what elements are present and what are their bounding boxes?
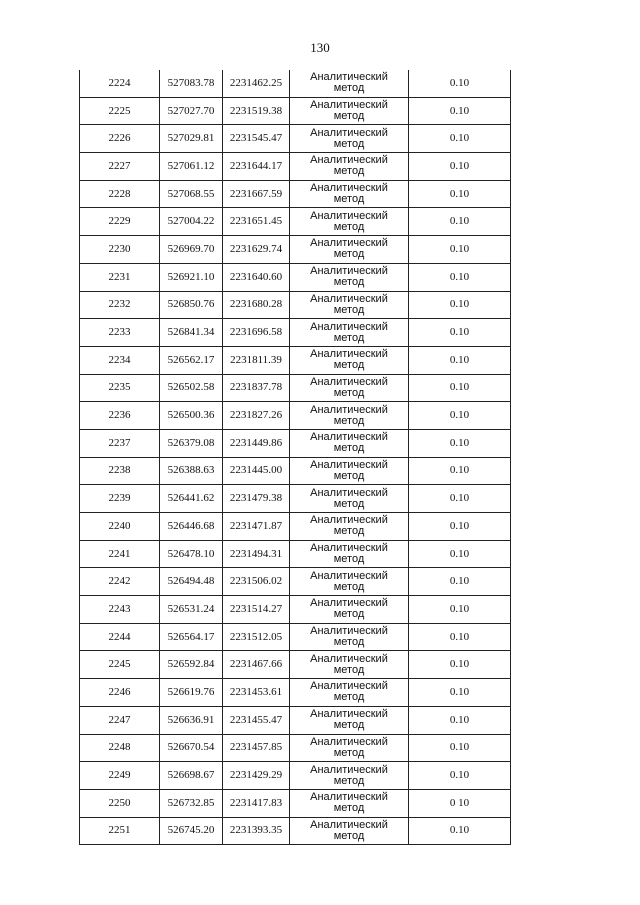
x-coordinate-cell: 526592.84 xyxy=(160,651,223,679)
x-coordinate-cell: 526379.08 xyxy=(160,429,223,457)
x-coordinate-cell: 526564.17 xyxy=(160,623,223,651)
point-number-cell: 2240 xyxy=(80,513,160,541)
method-cell xyxy=(290,706,409,734)
x-coordinate-cell: 526531.24 xyxy=(160,596,223,624)
table-row xyxy=(80,153,511,181)
y-coordinate-cell: 2231429.29 xyxy=(223,762,290,790)
method-line-2: метод xyxy=(333,580,365,593)
point-number-cell: 2251 xyxy=(80,817,160,845)
method-line-2: метод xyxy=(333,663,365,676)
y-coordinate-cell: 2231651.45 xyxy=(223,208,290,236)
method-cell xyxy=(290,180,409,208)
x-coordinate-cell: 526619.76 xyxy=(160,679,223,707)
table-row xyxy=(80,734,511,762)
y-coordinate-cell: 2231680.28 xyxy=(223,291,290,319)
x-coordinate-cell: 526441.62 xyxy=(160,485,223,513)
table-row xyxy=(80,762,511,790)
point-number-cell: 2231 xyxy=(80,263,160,291)
point-number-cell: 2227 xyxy=(80,153,160,181)
table-row xyxy=(80,236,511,264)
point-number-cell: 2225 xyxy=(80,97,160,125)
method-cell xyxy=(290,374,409,402)
accuracy-cell: 0.10 xyxy=(409,762,511,790)
table-row xyxy=(80,679,511,707)
y-coordinate-cell: 2231471.87 xyxy=(223,513,290,541)
method-line-1: Аналитический xyxy=(310,763,388,776)
method-line-2: метод xyxy=(333,497,365,510)
x-coordinate-cell: 526670.54 xyxy=(160,734,223,762)
method-line-1: Аналитический xyxy=(310,818,388,831)
accuracy-cell: 0.10 xyxy=(409,457,511,485)
y-coordinate-cell: 2231837.78 xyxy=(223,374,290,402)
y-coordinate-cell: 2231445.00 xyxy=(223,457,290,485)
method-line-1: Аналитический xyxy=(310,209,388,222)
point-number-cell: 2243 xyxy=(80,596,160,624)
point-number-cell: 2234 xyxy=(80,346,160,374)
method-line-1: Аналитический xyxy=(310,237,388,250)
accuracy-cell: 0.10 xyxy=(409,513,511,541)
x-coordinate-cell: 527004.22 xyxy=(160,208,223,236)
table-row xyxy=(80,208,511,236)
method-line-2: метод xyxy=(333,636,365,649)
point-number-cell: 2249 xyxy=(80,762,160,790)
accuracy-cell: 0.10 xyxy=(409,817,511,845)
accuracy-cell: 0.10 xyxy=(409,485,511,513)
accuracy-cell: 0.10 xyxy=(409,263,511,291)
method-line-2: метод xyxy=(333,719,365,732)
table-row xyxy=(80,97,511,125)
y-coordinate-cell: 2231455.47 xyxy=(223,706,290,734)
accuracy-cell: 0.10 xyxy=(409,568,511,596)
point-number-cell: 2245 xyxy=(80,651,160,679)
method-line-2: метод xyxy=(333,386,365,399)
accuracy-cell: 0 10 xyxy=(409,789,511,817)
y-coordinate-cell: 2231667.59 xyxy=(223,180,290,208)
accuracy-cell: 0.10 xyxy=(409,734,511,762)
y-coordinate-cell: 2231514.27 xyxy=(223,596,290,624)
table-row xyxy=(80,429,511,457)
accuracy-cell: 0.10 xyxy=(409,97,511,125)
method-line-1: Аналитический xyxy=(310,791,388,804)
y-coordinate-cell: 2231457.85 xyxy=(223,734,290,762)
y-coordinate-cell: 2231417.83 xyxy=(223,789,290,817)
point-number-cell: 2238 xyxy=(80,457,160,485)
x-coordinate-cell: 526745.20 xyxy=(160,817,223,845)
method-line-1: Аналитический xyxy=(310,403,388,416)
y-coordinate-cell: 2231467.66 xyxy=(223,651,290,679)
method-line-1: Аналитический xyxy=(310,265,388,278)
x-coordinate-cell: 527029.81 xyxy=(160,125,223,153)
accuracy-cell: 0.10 xyxy=(409,319,511,347)
accuracy-cell: 0.10 xyxy=(409,402,511,430)
method-line-2: метод xyxy=(333,193,365,206)
method-line-1: Аналитический xyxy=(310,569,388,582)
x-coordinate-cell: 527027.70 xyxy=(160,97,223,125)
method-line-2: метод xyxy=(333,525,365,538)
method-line-1: Аналитический xyxy=(310,680,388,693)
table-row xyxy=(80,180,511,208)
point-number-cell: 2239 xyxy=(80,485,160,513)
method-line-1: Аналитический xyxy=(310,126,388,139)
x-coordinate-cell: 526478.10 xyxy=(160,540,223,568)
method-line-1: Аналитический xyxy=(310,708,388,721)
x-coordinate-cell: 526841.34 xyxy=(160,319,223,347)
method-line-1: Аналитический xyxy=(310,348,388,361)
method-line-1: Аналитический xyxy=(310,486,388,499)
method-line-2: метод xyxy=(333,276,365,289)
table-row xyxy=(80,402,511,430)
method-line-2: метод xyxy=(333,137,365,150)
accuracy-cell: 0.10 xyxy=(409,596,511,624)
x-coordinate-cell: 526500.36 xyxy=(160,402,223,430)
point-number-cell: 2230 xyxy=(80,236,160,264)
method-cell xyxy=(290,153,409,181)
method-line-2: метод xyxy=(333,553,365,566)
table-row xyxy=(80,623,511,651)
method-line-1: Аналитический xyxy=(310,71,388,84)
accuracy-cell: 0.10 xyxy=(409,623,511,651)
method-line-1: Аналитический xyxy=(310,652,388,665)
x-coordinate-cell: 526446.68 xyxy=(160,513,223,541)
point-number-cell: 2241 xyxy=(80,540,160,568)
x-coordinate-cell: 527083.78 xyxy=(160,70,223,97)
accuracy-cell: 0.10 xyxy=(409,540,511,568)
method-cell xyxy=(290,402,409,430)
method-line-2: метод xyxy=(333,691,365,704)
table-row xyxy=(80,596,511,624)
method-line-1: Аналитический xyxy=(310,597,388,610)
point-number-cell: 2248 xyxy=(80,734,160,762)
method-line-1: Аналитический xyxy=(310,292,388,305)
x-coordinate-cell: 526732.85 xyxy=(160,789,223,817)
point-number-cell: 2224 xyxy=(80,70,160,97)
y-coordinate-cell: 2231827.26 xyxy=(223,402,290,430)
method-cell xyxy=(290,623,409,651)
method-cell xyxy=(290,346,409,374)
method-line-2: метод xyxy=(333,442,365,455)
table-row xyxy=(80,457,511,485)
point-number-cell: 2235 xyxy=(80,374,160,402)
method-line-1: Аналитический xyxy=(310,182,388,195)
y-coordinate-cell: 2231393.35 xyxy=(223,817,290,845)
y-coordinate-cell: 2231479.38 xyxy=(223,485,290,513)
table-row xyxy=(80,513,511,541)
method-cell xyxy=(290,429,409,457)
coordinates-table-body xyxy=(80,70,511,845)
y-coordinate-cell: 2231629.74 xyxy=(223,236,290,264)
method-line-2: метод xyxy=(333,829,365,842)
method-cell xyxy=(290,540,409,568)
y-coordinate-cell: 2231644.17 xyxy=(223,153,290,181)
table-row xyxy=(80,374,511,402)
table-row xyxy=(80,485,511,513)
accuracy-cell: 0.10 xyxy=(409,208,511,236)
method-line-1: Аналитический xyxy=(310,99,388,112)
method-line-2: метод xyxy=(333,220,365,233)
method-cell xyxy=(290,208,409,236)
method-cell xyxy=(290,513,409,541)
accuracy-cell: 0.10 xyxy=(409,706,511,734)
table-row xyxy=(80,789,511,817)
table-row xyxy=(80,291,511,319)
table-row xyxy=(80,540,511,568)
method-line-1: Аналитический xyxy=(310,154,388,167)
point-number-cell: 2237 xyxy=(80,429,160,457)
method-cell xyxy=(290,236,409,264)
method-line-1: Аналитический xyxy=(310,625,388,638)
table-row xyxy=(80,263,511,291)
method-line-1: Аналитический xyxy=(310,735,388,748)
point-number-cell: 2226 xyxy=(80,125,160,153)
method-line-1: Аналитический xyxy=(310,542,388,555)
table-row xyxy=(80,346,511,374)
accuracy-cell: 0.10 xyxy=(409,125,511,153)
method-cell xyxy=(290,789,409,817)
point-number-cell: 2242 xyxy=(80,568,160,596)
method-line-2: метод xyxy=(333,331,365,344)
method-cell xyxy=(290,125,409,153)
table-row xyxy=(80,568,511,596)
y-coordinate-cell: 2231462.25 xyxy=(223,70,290,97)
method-cell xyxy=(290,291,409,319)
point-number-cell: 2250 xyxy=(80,789,160,817)
table-row xyxy=(80,706,511,734)
method-line-2: метод xyxy=(333,248,365,261)
method-cell xyxy=(290,596,409,624)
method-line-2: метод xyxy=(333,359,365,372)
method-line-1: Аналитический xyxy=(310,514,388,527)
accuracy-cell: 0.10 xyxy=(409,429,511,457)
point-number-cell: 2244 xyxy=(80,623,160,651)
y-coordinate-cell: 2231453.61 xyxy=(223,679,290,707)
y-coordinate-cell: 2231449.86 xyxy=(223,429,290,457)
page-number: 130 xyxy=(310,40,330,55)
point-number-cell: 2233 xyxy=(80,319,160,347)
method-cell xyxy=(290,319,409,347)
x-coordinate-cell: 526502.58 xyxy=(160,374,223,402)
accuracy-cell: 0.10 xyxy=(409,679,511,707)
method-cell xyxy=(290,263,409,291)
x-coordinate-cell: 526494.48 xyxy=(160,568,223,596)
x-coordinate-cell: 526921.10 xyxy=(160,263,223,291)
method-cell xyxy=(290,651,409,679)
method-line-1: Аналитический xyxy=(310,431,388,444)
coordinates-table xyxy=(79,70,511,845)
x-coordinate-cell: 527061.12 xyxy=(160,153,223,181)
accuracy-cell: 0.10 xyxy=(409,346,511,374)
point-number-cell: 2236 xyxy=(80,402,160,430)
method-line-2: метод xyxy=(333,414,365,427)
point-number-cell: 2247 xyxy=(80,706,160,734)
y-coordinate-cell: 2231545.47 xyxy=(223,125,290,153)
method-line-1: Аналитический xyxy=(310,458,388,471)
method-cell xyxy=(290,457,409,485)
x-coordinate-cell: 527068.55 xyxy=(160,180,223,208)
y-coordinate-cell: 2231512.05 xyxy=(223,623,290,651)
method-cell xyxy=(290,679,409,707)
y-coordinate-cell: 2231696.58 xyxy=(223,319,290,347)
x-coordinate-cell: 526636.91 xyxy=(160,706,223,734)
y-coordinate-cell: 2231506.02 xyxy=(223,568,290,596)
method-line-2: метод xyxy=(333,303,365,316)
point-number-cell: 2232 xyxy=(80,291,160,319)
method-line-2: метод xyxy=(333,774,365,787)
table-row xyxy=(80,125,511,153)
point-number-cell: 2229 xyxy=(80,208,160,236)
accuracy-cell: 0.10 xyxy=(409,651,511,679)
method-line-1: Аналитический xyxy=(310,375,388,388)
accuracy-cell: 0.10 xyxy=(409,180,511,208)
point-number-cell: 2246 xyxy=(80,679,160,707)
method-cell xyxy=(290,817,409,845)
accuracy-cell: 0.10 xyxy=(409,291,511,319)
y-coordinate-cell: 2231640.60 xyxy=(223,263,290,291)
accuracy-cell: 0.10 xyxy=(409,70,511,97)
method-line-2: метод xyxy=(333,746,365,759)
x-coordinate-cell: 526850.76 xyxy=(160,291,223,319)
x-coordinate-cell: 526562.17 xyxy=(160,346,223,374)
method-cell xyxy=(290,485,409,513)
table-row xyxy=(80,817,511,845)
accuracy-cell: 0.10 xyxy=(409,153,511,181)
method-line-2: метод xyxy=(333,82,365,95)
method-line-2: метод xyxy=(333,608,365,621)
method-cell xyxy=(290,734,409,762)
accuracy-cell: 0.10 xyxy=(409,374,511,402)
method-line-2: метод xyxy=(333,165,365,178)
table-row xyxy=(80,651,511,679)
method-cell xyxy=(290,568,409,596)
table-row xyxy=(80,70,511,97)
table-row xyxy=(80,319,511,347)
x-coordinate-cell: 526698.67 xyxy=(160,762,223,790)
method-line-2: метод xyxy=(333,802,365,815)
y-coordinate-cell: 2231519.38 xyxy=(223,97,290,125)
y-coordinate-cell: 2231811.39 xyxy=(223,346,290,374)
method-cell xyxy=(290,97,409,125)
x-coordinate-cell: 526388.63 xyxy=(160,457,223,485)
method-line-1: Аналитический xyxy=(310,320,388,333)
accuracy-cell: 0.10 xyxy=(409,236,511,264)
x-coordinate-cell: 526969.70 xyxy=(160,236,223,264)
y-coordinate-cell: 2231494.31 xyxy=(223,540,290,568)
method-cell xyxy=(290,70,409,97)
method-line-2: метод xyxy=(333,110,365,123)
point-number-cell: 2228 xyxy=(80,180,160,208)
method-line-2: метод xyxy=(333,469,365,482)
method-cell xyxy=(290,762,409,790)
